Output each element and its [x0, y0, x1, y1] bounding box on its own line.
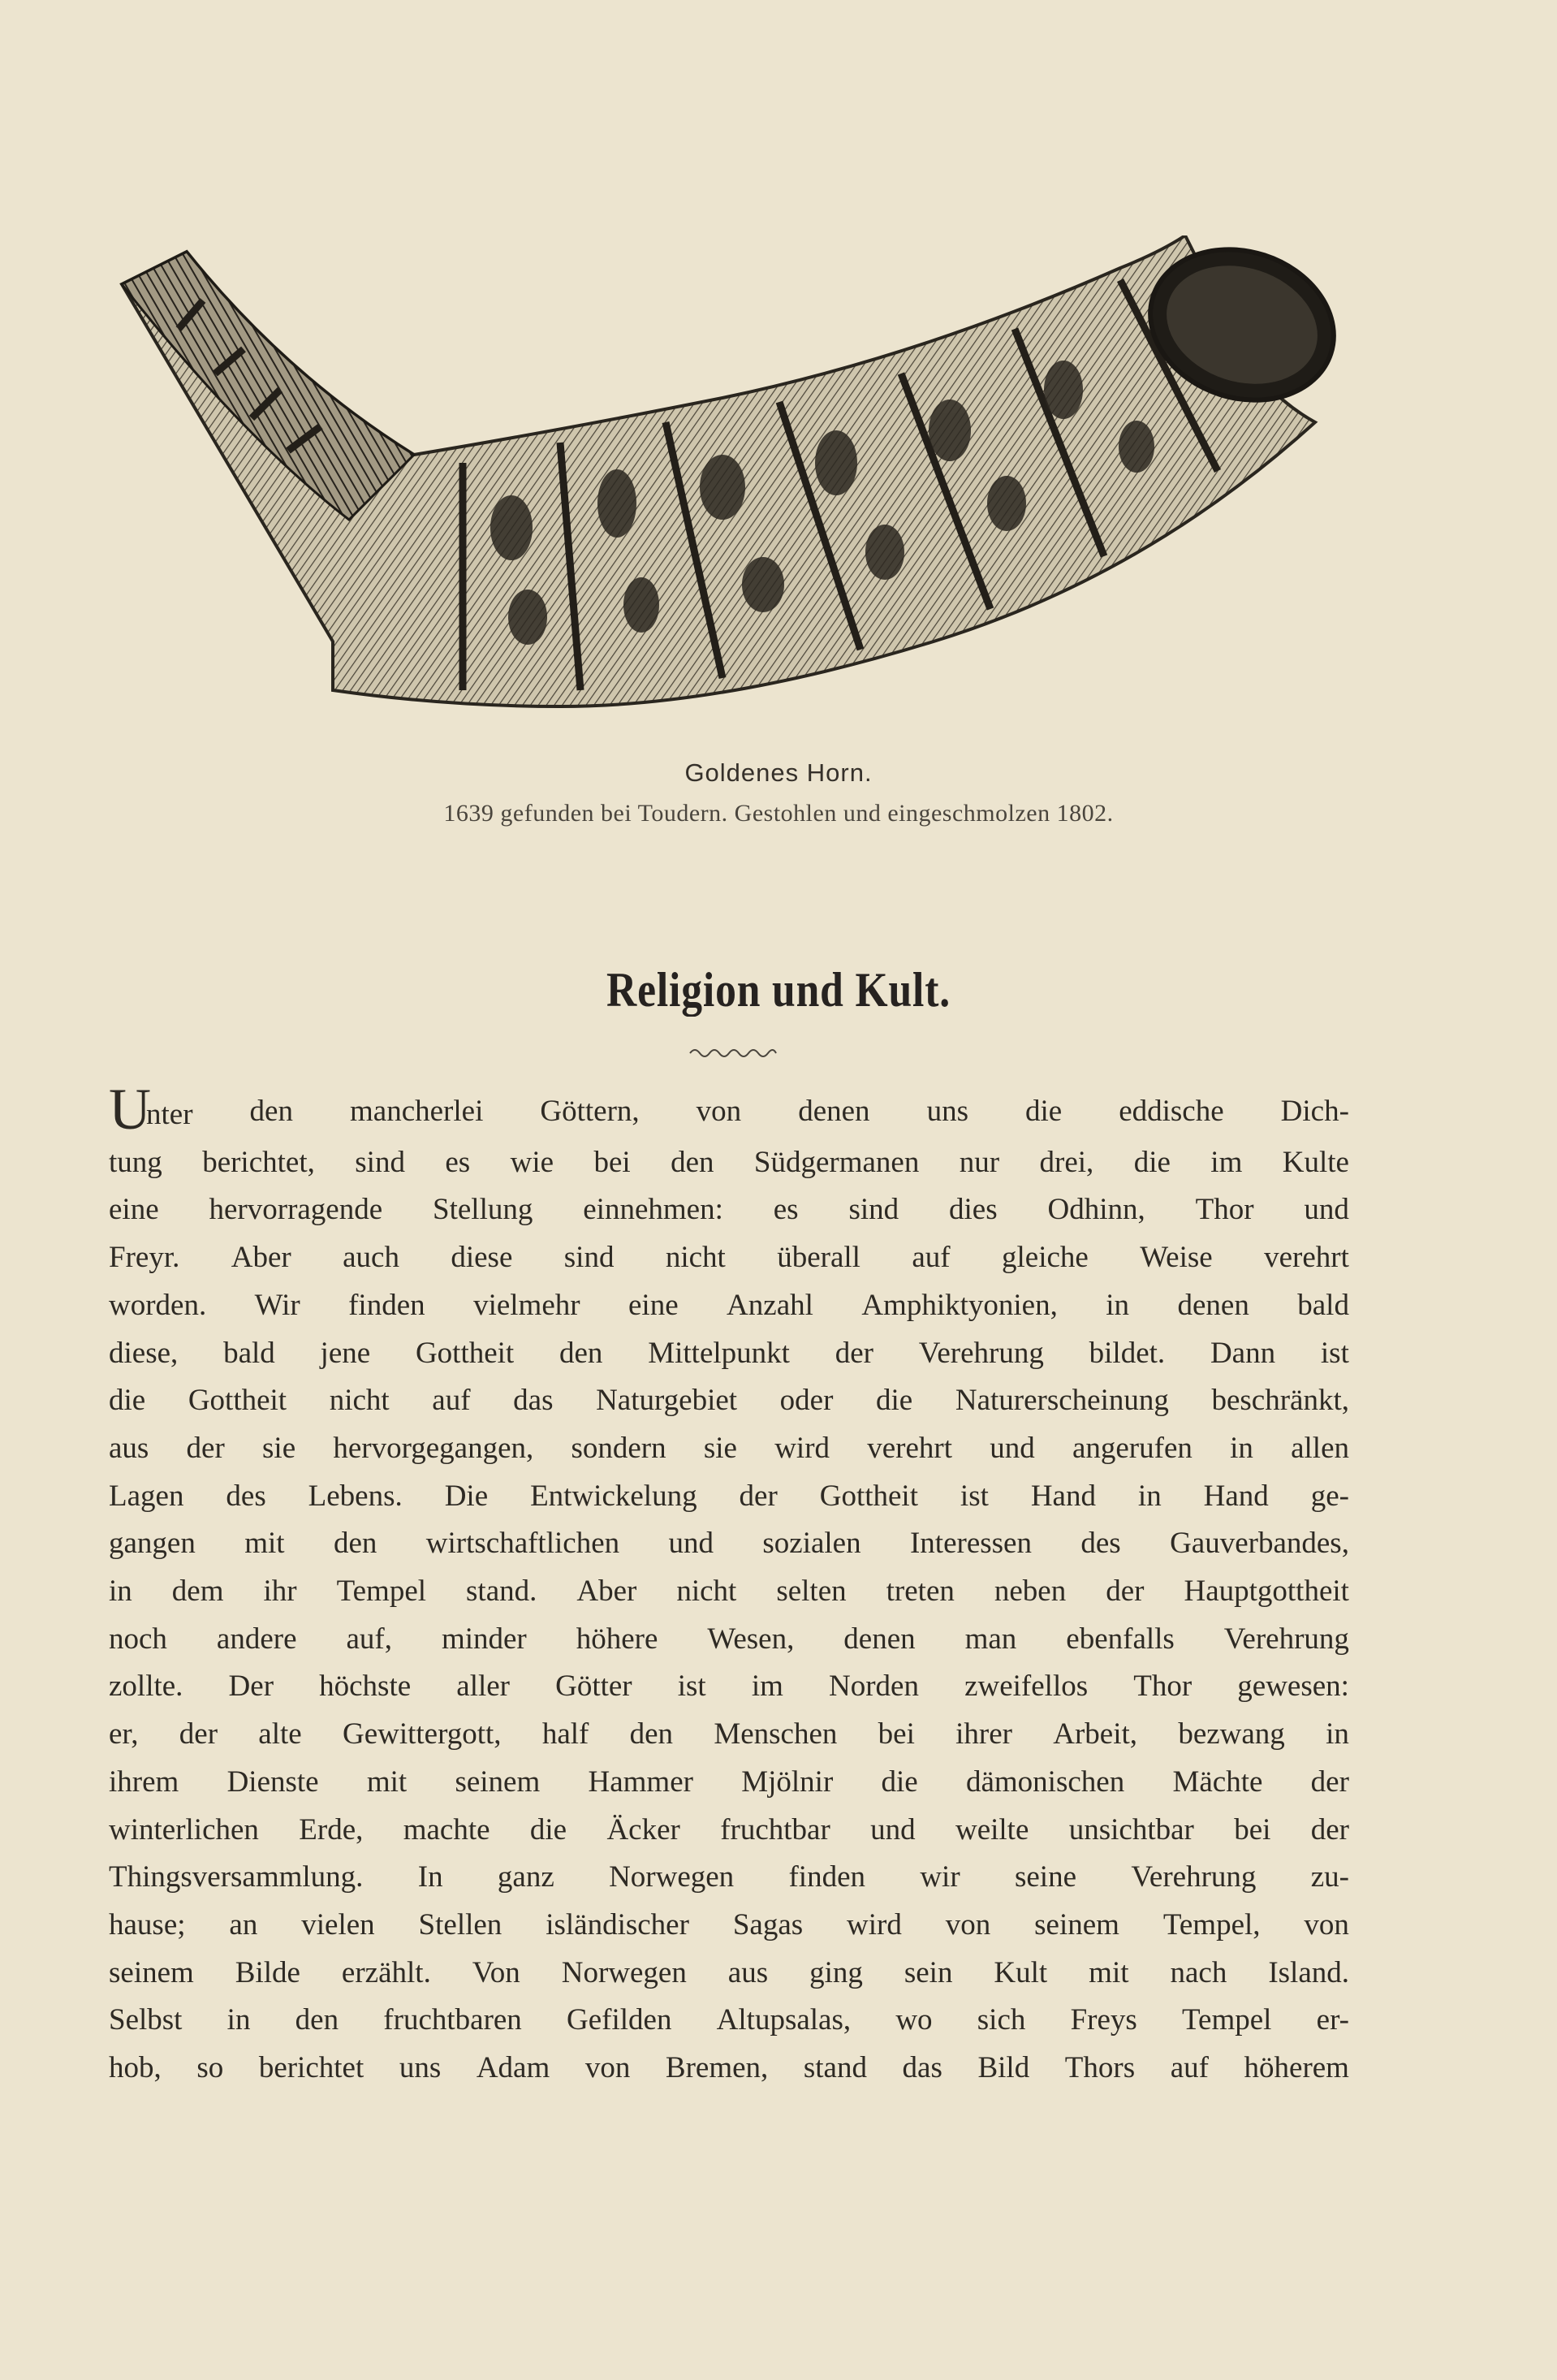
text-line: eine hervorragende Stellung einnehmen: es sind dies Odhinn, Thor und	[109, 1193, 1349, 1227]
text-line: Freyr. Aber auch diese sind nicht überall auf gleiche Weise verehrt	[109, 1241, 1349, 1275]
text-line: diese, bald jene Gottheit den Mittelpunkt der Verehrung bildet. Dann ist	[109, 1336, 1349, 1370]
text-line: noch andere auf, minder höhere Wesen, denen man ebenfalls Verehrung	[109, 1622, 1349, 1656]
text-line: die Gottheit nicht auf das Naturgebiet oder die Naturerscheinung beschränkt,	[109, 1384, 1349, 1418]
text-line: Thingsversammlung. In ganz Norwegen finden wir seine Verehrung zu-	[109, 1860, 1349, 1894]
text-line: in dem ihr Tempel stand. Aber nicht selten treten neben der Hauptgottheit	[109, 1574, 1349, 1609]
ornament-divider	[688, 1043, 778, 1063]
text-line: winterlichen Erde, machte die Äcker fruchtbar und weilte unsichtbar bei der	[109, 1812, 1349, 1847]
drop-cap: U	[109, 1077, 151, 1142]
text-line: er, der alte Gewittergott, half den Menschen bei ihrer Arbeit, bezwang in	[109, 1717, 1349, 1752]
figure-caption: 1639 gefunden bei Toudern. Gestohlen und eingeschmolzen 1802.	[443, 800, 1114, 827]
text-line: seinem Bilde erzählt. Von Norwegen aus ging sein Kult mit nach Island.	[109, 1955, 1349, 1989]
text-line: Selbst in den fruchtbaren Gefilden Altupsalas, wo sich Freys Tempel er-	[109, 2003, 1349, 2037]
text-line: Lagen des Lebens. Die Entwickelung der Gottheit ist Hand in Hand ge-	[109, 1479, 1349, 1513]
text-line: hob, so berichtet uns Adam von Bremen, stand das Bild Thors auf höherem	[109, 2051, 1349, 2085]
text-line: tung berichtet, sind es wie bei den Südgermanen nur drei, die im Kulte	[109, 1145, 1349, 1179]
golden-horn-illustration	[106, 235, 1339, 723]
figure-title: Goldenes Horn.	[684, 758, 873, 787]
text-line: ihrem Dienste mit seinem Hammer Mjölnir die dämonischen Mächte der	[109, 1764, 1349, 1799]
text-line: gangen mit den wirtschaftlichen und sozialen Interessen des Gauverbandes,	[109, 1527, 1349, 1561]
text-line: zollte. Der höchste aller Götter ist im Norden zweifellos Thor gewesen:	[109, 1669, 1349, 1704]
text-line: aus der sie hervorgegangen, sondern sie wird verehrt und angerufen in allen	[109, 1431, 1349, 1465]
text-line: worden. Wir finden vielmehr eine Anzahl Amphiktyonien, in denen bald	[109, 1288, 1349, 1322]
text-line: Unter den mancherlei Göttern, von denen uns die eddische Dich-	[109, 1077, 1349, 1142]
section-heading: Religion und Kult.	[606, 963, 951, 1017]
text-line: hause; an vielen Stellen isländischer Sagas wird von seinem Tempel, von	[109, 1907, 1349, 1942]
body-paragraph	[109, 1077, 1349, 2093]
